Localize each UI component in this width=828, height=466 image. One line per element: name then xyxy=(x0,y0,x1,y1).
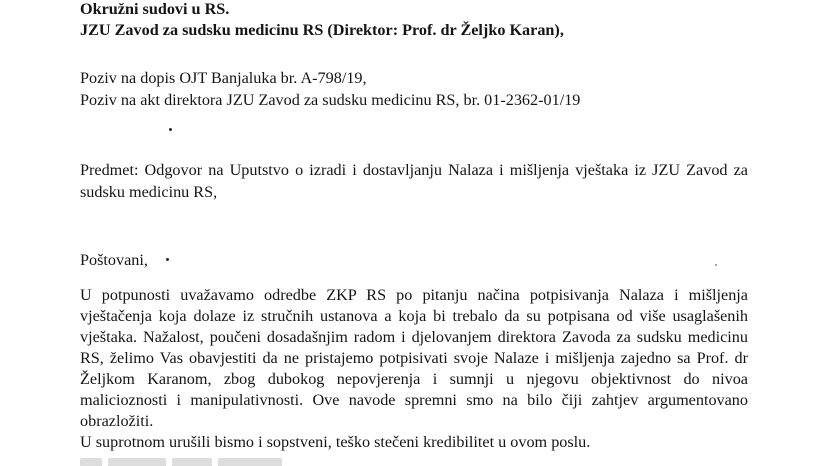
scan-speck xyxy=(715,264,717,266)
body-line-4: RS, želimo Vas obavjestiti da ne pristajemo potpisivati svoje Nalaze i mišljenja zajedno sa Prof. dr xyxy=(80,349,748,367)
greeting: Poštovani, xyxy=(80,251,148,269)
recipient-line-1: Okružni sudovi u RS. xyxy=(80,0,230,18)
body-line-6: malicioznosti i manipulativnosti. Ove navode spremni smo na bilo čiji zahtjev argumentovano xyxy=(80,391,748,409)
reference-line-1: Poziv na dopis OJT Banjaluka br. A-798/19, xyxy=(80,69,367,87)
stray-dot-mark xyxy=(166,258,169,261)
body-last-line: U suprotnom urušili bismo i sopstveni, teško stečeni kredibilitet u ovom poslu. xyxy=(80,433,591,451)
subject-line-2: sudsku medicinu RS, xyxy=(80,183,218,201)
body-line-5: Željkom Karanom, zbog dubokog nepovjerenja i sumnji u njegovu objektivnost do nivoa xyxy=(80,370,748,388)
subject-line-1: Predmet: Odgovor na Uputstvo o izradi i dostavljanju Nalaza i mišljenja vještaka iz JZU Zavod za xyxy=(80,161,748,179)
body-line-2: vještačenja koja dolaze iz stručnih ustanova a koja bi trebalo da su potpisana od više usaglašenih xyxy=(80,307,748,325)
stray-dot-mark xyxy=(169,128,172,131)
cropped-next-line xyxy=(80,458,300,466)
body-line-7: obrazložiti. xyxy=(80,412,154,430)
recipient-line-2: JZU Zavod za sudsku medicinu RS (Direktor: Prof. dr Željko Karan), xyxy=(80,21,564,39)
body-line-1: U potpunosti uvažavamo odredbe ZKP RS po pitanju načina potpisivanja Nalaza i mišljenja xyxy=(80,286,748,304)
body-line-3: vještaka. Nažalost, poučeni dosadašnjim radom i djelovanjem direktora Zavoda za sudsku medicinu xyxy=(80,328,748,346)
reference-line-2: Poziv na akt direktora JZU Zavod za sudsku medicinu RS, br. 01-2362-01/19 xyxy=(80,91,581,109)
